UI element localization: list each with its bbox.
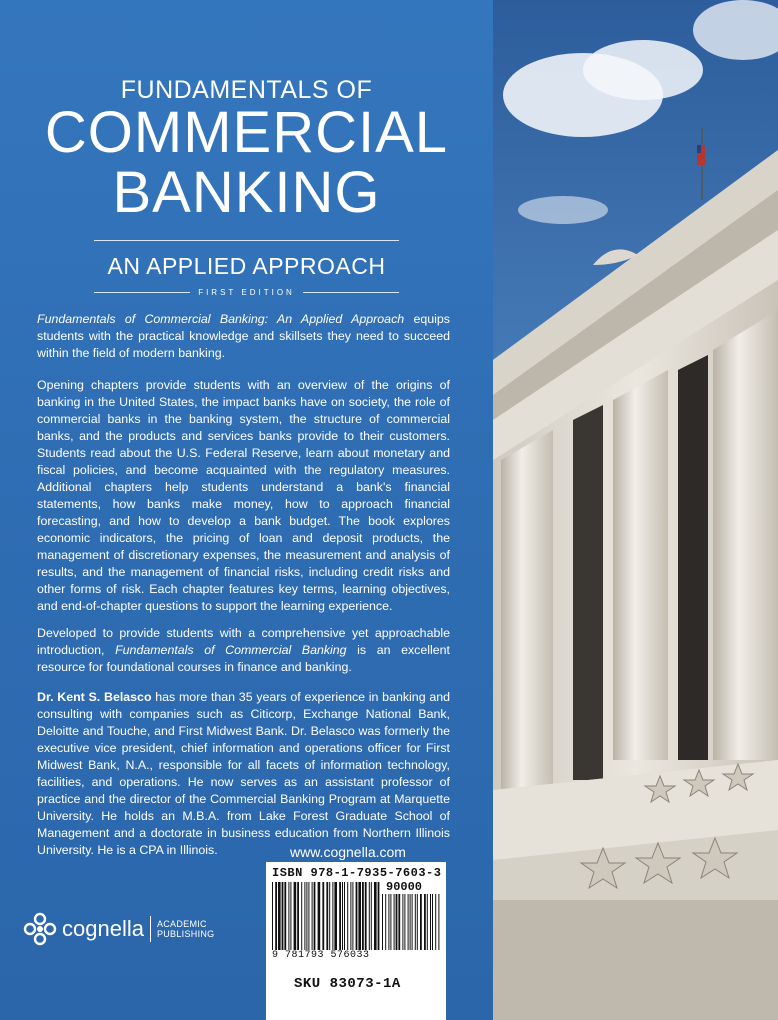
barcode-bar bbox=[385, 894, 386, 950]
description-intro bbox=[37, 311, 450, 362]
barcode-bar bbox=[356, 882, 358, 950]
barcode-bar bbox=[297, 882, 299, 950]
closing-text-a: Developed to provide students with a comprehensive yet approachable introduction, bbox=[37, 626, 450, 657]
barcode-bar bbox=[408, 894, 409, 950]
publisher-url: www.cognella.com bbox=[290, 844, 406, 860]
description-body: Opening chapters provide students with an overview of the origins of banking in the United States, the impact banks have on society, the role of commercial banks in the banking system, the structure of commercial banks, and the products and services banks provide to their customers. Students read about the U.S. Federal Reserve, learn about monetary and fiscal policies, and become acquainted with the regulatory measures. Additional chapters help students understand a bank's financial statements, how banks make money, how to approach financial forecasting, and how to develop a bank budget. The book explores economic indicators, the pricing of loan and deposit products, the management of discretionary expenses, the measurement and analysis of results, and the management of financial risks, including credit risks and other forms of risk. Each chapter features key terms, learning objectives, and end-of-chapter questions to support the learning experience. bbox=[37, 378, 450, 613]
barcode-bar bbox=[278, 882, 281, 950]
barcode-bar bbox=[314, 882, 316, 950]
barcode-bar bbox=[417, 894, 418, 950]
title-line-2: COMMERCIAL bbox=[44, 100, 449, 165]
publisher-name: cognella bbox=[62, 916, 144, 941]
barcode-bar bbox=[388, 894, 389, 950]
barcode-bar bbox=[410, 894, 411, 950]
edition-label: FIRST EDITION bbox=[198, 287, 295, 297]
barcode-bar bbox=[369, 882, 370, 950]
barcode-bar bbox=[404, 894, 405, 950]
barcode-bar bbox=[272, 882, 273, 950]
barcode-bar bbox=[275, 882, 277, 950]
barcode-bar bbox=[350, 882, 351, 950]
barcode-bar bbox=[284, 882, 286, 950]
barcode-bar bbox=[290, 882, 291, 950]
barcode-bar bbox=[342, 882, 343, 950]
barcode-bar bbox=[332, 882, 333, 950]
barcode-bar bbox=[334, 882, 337, 950]
isbn-text: ISBN 978-1-7935-7603-3 bbox=[272, 866, 442, 880]
barcode-bar bbox=[432, 894, 433, 950]
closing-text-b: is an excellent resource for foundational courses in finance and banking. bbox=[37, 643, 450, 674]
barcode-bar bbox=[390, 894, 391, 950]
barcode-bar bbox=[304, 882, 305, 950]
barcode-label bbox=[266, 862, 446, 1020]
barcode-bar bbox=[282, 882, 284, 950]
barcode-bar bbox=[358, 882, 361, 950]
price-code: 90000 bbox=[386, 880, 423, 894]
intro-text: equips students with the practical knowledge and skillsets they need to succeed within the field of modern banking. bbox=[37, 312, 450, 360]
barcode-bar bbox=[312, 882, 313, 950]
sku-text: SKU 83073-1A bbox=[294, 976, 401, 992]
author-name: Dr. Kent S. Belasco bbox=[37, 690, 152, 704]
barcode-addon-bars bbox=[382, 894, 440, 950]
subtitle: AN APPLIED APPROACH bbox=[107, 253, 386, 279]
edition-line-right bbox=[303, 292, 399, 293]
book-title-italic-2: Fundamentals of Commercial Banking bbox=[115, 643, 347, 657]
building-photo bbox=[493, 0, 778, 1020]
edition-row bbox=[94, 285, 399, 299]
barcode-bar bbox=[438, 894, 439, 950]
publisher-logo bbox=[22, 911, 214, 947]
barcode-bar bbox=[382, 894, 383, 950]
barcode-bar bbox=[420, 894, 422, 950]
barcode-bar bbox=[398, 894, 400, 950]
publisher-sub-line1: ACADEMIC bbox=[156, 919, 207, 929]
barcode-bar bbox=[427, 894, 428, 950]
description-closing bbox=[37, 625, 450, 676]
barcode-bars bbox=[272, 882, 380, 950]
barcode-bar bbox=[318, 882, 321, 950]
barcode-number: 9 781793 576033 bbox=[272, 950, 370, 961]
barcode-bar bbox=[308, 882, 309, 950]
barcode-bar bbox=[339, 882, 341, 950]
barcode-bar bbox=[435, 894, 436, 950]
barcode-bar bbox=[352, 882, 353, 950]
barcode-bar bbox=[365, 882, 367, 950]
barcode-bar bbox=[378, 882, 380, 950]
barcode-bar bbox=[402, 894, 403, 950]
publisher-sub-line2: PUBLISHING bbox=[156, 929, 215, 939]
author-bio bbox=[37, 689, 450, 859]
barcode-bar bbox=[430, 894, 431, 950]
federal-building-image bbox=[493, 0, 778, 1020]
publisher-subtitle bbox=[157, 919, 215, 939]
barcode-bar bbox=[394, 894, 395, 950]
barcode-bar bbox=[371, 882, 372, 950]
title-divider bbox=[94, 240, 399, 241]
barcode-bar bbox=[326, 882, 328, 950]
book-title-italic: Fundamentals of Commercial Banking: An Applied Approach bbox=[37, 312, 405, 326]
barcode-bar bbox=[329, 882, 330, 950]
barcode-bar bbox=[347, 882, 348, 950]
title-line-1: FUNDAMENTALS OF bbox=[120, 76, 373, 104]
barcode-bar bbox=[424, 894, 426, 950]
author-bio-text: has more than 35 years of experience in banking and consulting with companies such as Citicorp, Exchange National Bank, Deloitte and Touche, and First Midwest Bank. Dr. Belasco was formerly the executive vice president, chief information and operations officer for First Midwest Bank, N.A., responsible for all facets of information technology, facilities, and operations. He now serves as an assistant professor of practice and the director of the Commercial Banking Program at Marquette University. He holds an M.B.A. from Lake Forest Graduate School of Management and a doctorate in business education from Northern Illinois University. He is a CPA in Illinois. bbox=[37, 690, 450, 857]
barcode-bar bbox=[301, 882, 302, 950]
barcode-bar bbox=[362, 882, 364, 950]
barcode-bar bbox=[415, 894, 416, 950]
barcode-bar bbox=[306, 882, 307, 950]
title-line-3: BANKING bbox=[112, 160, 381, 225]
barcode-bar bbox=[374, 882, 377, 950]
barcode-bar bbox=[412, 894, 413, 950]
logo-separator bbox=[150, 916, 151, 942]
barcode-bar bbox=[288, 882, 289, 950]
barcode-bar bbox=[344, 882, 345, 950]
edition-line-left bbox=[94, 292, 190, 293]
barcode-bar bbox=[396, 894, 398, 950]
cognella-flower-icon bbox=[22, 911, 58, 947]
barcode-bar bbox=[294, 882, 297, 950]
barcode-bar bbox=[322, 882, 324, 950]
